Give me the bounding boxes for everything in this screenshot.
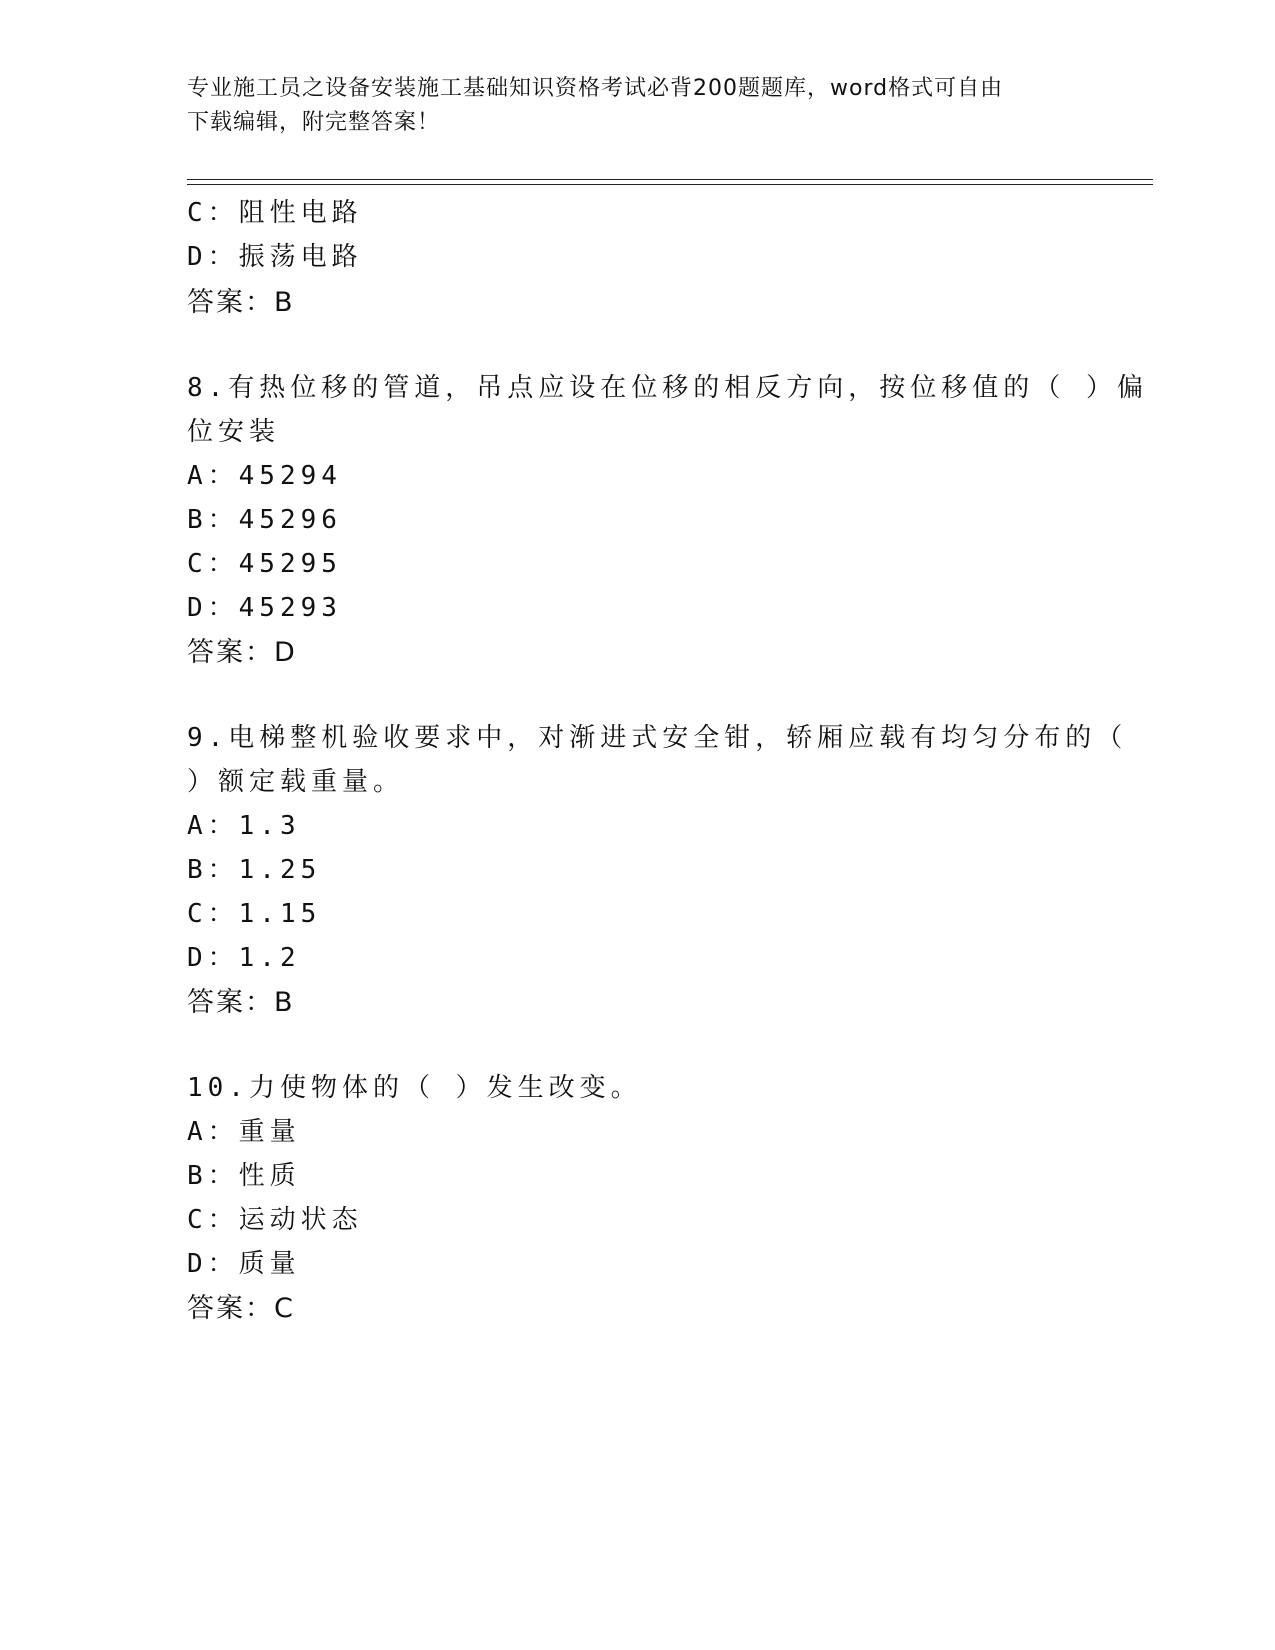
document-header: [187, 72, 1067, 140]
q8-option-d: D：45293: [187, 593, 342, 623]
q10-answer: 答案：C: [187, 1293, 295, 1324]
q8-option-a: A：45294: [187, 461, 342, 491]
header-divider-top: [187, 179, 1153, 180]
q10-option-a: A：重量: [187, 1117, 301, 1147]
q8-answer: 答案：D: [187, 637, 297, 668]
prev-option-d: D：振荡电路: [187, 242, 363, 272]
q9-option-c: C：1.15: [187, 899, 322, 929]
q10-option-b: B：性质: [187, 1161, 301, 1191]
q9-option-a: A：1.3: [187, 811, 301, 841]
header-line-1: 专业施工员之设备安装施工基础知识资格考试必背200题题库，word格式可自由: [187, 76, 1004, 101]
q9-answer: 答案：B: [187, 987, 295, 1018]
q8-option-b: B：45296: [187, 505, 342, 535]
q8-stem-line-1: 8.有热位移的管道，吊点应设在位移的相反方向，按位移值的（ ）偏: [187, 373, 1148, 403]
prev-answer: 答案：B: [187, 287, 295, 318]
q10-option-d: D：质量: [187, 1249, 301, 1279]
prev-option-c: C：阻性电路: [187, 198, 363, 228]
q9-option-d: D：1.2: [187, 943, 301, 973]
header-line-2: 下载编辑，附完整答案！: [187, 110, 441, 135]
q10-stem: 10.力使物体的（ ）发生改变。: [187, 1073, 642, 1103]
header-divider-bottom: [187, 184, 1153, 185]
q9-option-b: B：1.25: [187, 855, 322, 885]
q9-stem-line-1: 9.电梯整机验收要求中，对渐进式安全钳，轿厢应载有均匀分布的（: [187, 723, 1128, 753]
q8-stem-line-2: 位安装: [187, 417, 281, 447]
q8-option-c: C：45295: [187, 549, 342, 579]
q10-option-c: C：运动状态: [187, 1205, 363, 1235]
q9-stem-line-2: ）额定载重量。: [187, 767, 405, 797]
